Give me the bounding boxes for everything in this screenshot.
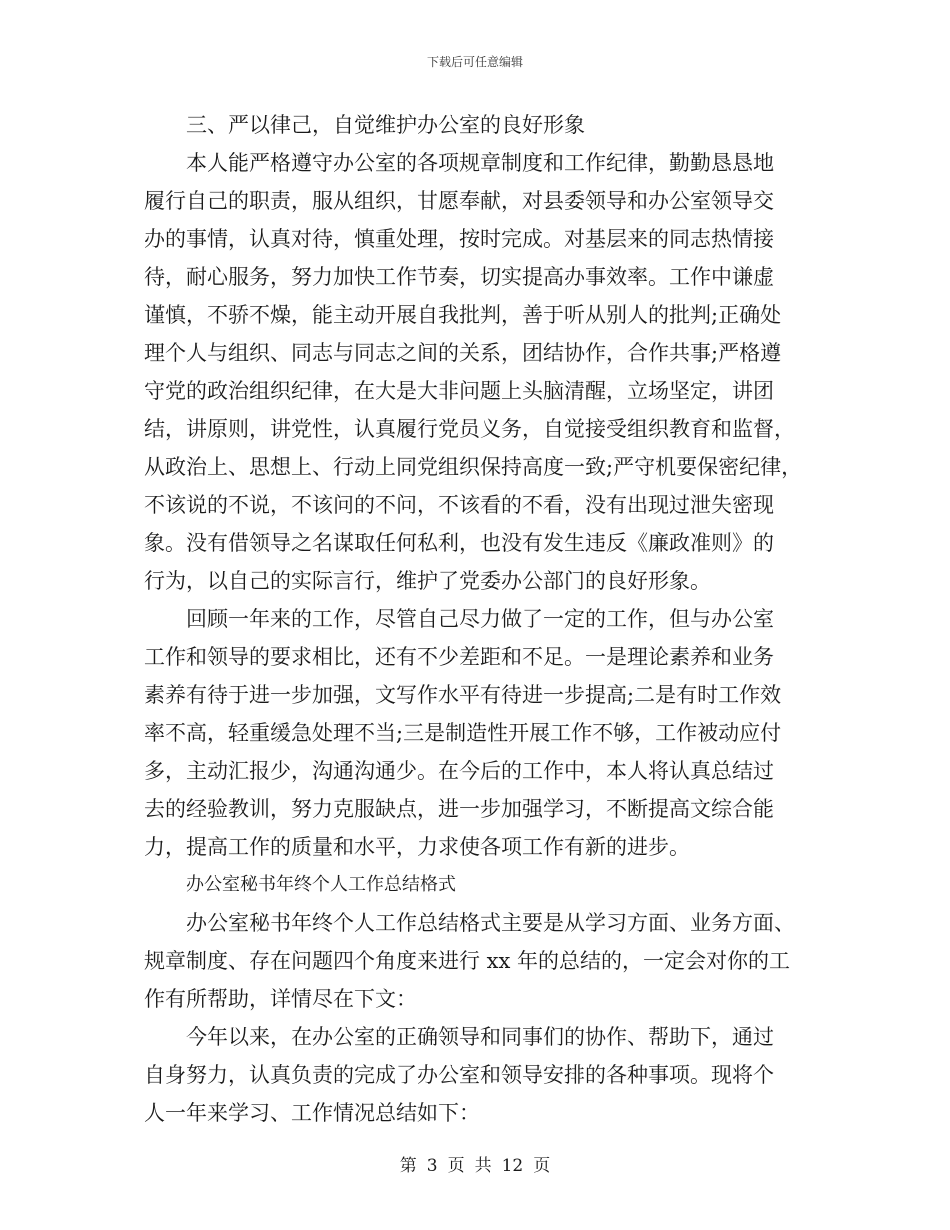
paragraph-line: 素养有待于进一步加强，文写作水平有待进一步提高;二是有时工作效 <box>144 683 782 707</box>
paragraph-line: 行为，以自己的实际言行，维护了党委办公部门的良好形象。 <box>144 569 711 593</box>
paragraph-line: 去的经验教训，努力克服缺点，进一步加强学习，不断提高文综合能 <box>144 797 774 821</box>
paragraph-line: 办公室秘书年终个人工作总结格式主要是从学习方面、业务方面、 <box>186 911 795 935</box>
paragraph-line: 理个人与组织、同志与同志之间的关系，团结协作，合作共事;严格遵 <box>144 341 782 365</box>
paragraph-line: 谨慎，不骄不燥，能主动开展自我批判，善于听从别人的批判;正确处 <box>144 303 782 327</box>
document-body <box>144 106 816 1132</box>
paragraph-line: 工作和领导的要求相比，还有不少差距和不足。一是理论素养和业务 <box>144 645 774 669</box>
footer-total-pages: 12 <box>501 1156 524 1176</box>
paragraph-line: 办的事情，认真对待，慎重处理，按时完成。对基层来的同志热情接 <box>144 227 774 251</box>
paragraph-line: 率不高，轻重缓急处理不当;三是制造性开展工作不够，工作被动应付 <box>144 721 782 745</box>
footer-ye: 页 <box>533 1156 551 1176</box>
footer-gong: 共 <box>474 1156 492 1176</box>
article-title: 办公室秘书年终个人工作总结格式 <box>186 874 456 895</box>
paragraph-line: 自身努力，认真负责的完成了办公室和领导安排的各种事项。现将个 <box>144 1063 774 1087</box>
paragraph-line: 今年以来，在办公室的正确领导和同事们的协作、帮助下，通过 <box>186 1025 774 1049</box>
paragraph-line: 守党的政治组织纪律，在大是大非问题上头脑清醒，立场坚定，讲团 <box>144 379 774 403</box>
paragraph-line: 本人能严格遵守办公室的各项规章制度和工作纪律，勤勤恳恳地 <box>186 151 774 175</box>
paragraph-line: 履行自己的职责，服从组织，甘愿奉献，对县委领导和办公室领导交 <box>144 189 774 213</box>
paragraph-line: 力，提高工作的质量和水平，力求使各项工作有新的进步。 <box>144 835 690 859</box>
footer-di: 第 <box>399 1156 417 1176</box>
paragraph-line: 结，讲原则，讲党性，认真履行党员义务，自觉接受组织教育和监督， <box>144 417 795 441</box>
paragraph-line: 不该说的不说，不该问的不问，不该看的不看，没有出现过泄失密现 <box>144 493 774 517</box>
paragraph-line: 人一年来学习、工作情况总结如下： <box>144 1101 480 1125</box>
footer-current-page: 3 <box>426 1156 438 1176</box>
paragraph-line: 象。没有借领导之名谋取任何私利，也没有发生违反《廉政准则》的 <box>144 531 774 555</box>
paragraph-line: 作有所帮助，详情尽在下文： <box>144 987 417 1011</box>
paragraph-line: 规章制度、存在问题四个角度来进行 xx 年的总结的，一定会对你的工 <box>144 949 791 973</box>
paragraph-line: 回顾一年来的工作，尽管自己尽力做了一定的工作，但与办公室 <box>186 607 774 631</box>
page-header-note: 下载后可任意编辑 <box>426 55 523 69</box>
paragraph-line: 多，主动汇报少，沟通沟通少。在今后的工作中，本人将认真总结过 <box>144 759 774 783</box>
paragraph-line: 从政治上、思想上、行动上同党组织保持高度一致;严守机要保密纪律， <box>144 455 803 479</box>
footer-ye: 页 <box>447 1156 465 1176</box>
paragraph-line: 待，耐心服务，努力加快工作节奏，切实提高办事效率。工作中谦虚 <box>144 265 774 289</box>
section-heading: 三、严以律己，自觉维护办公室的良好形象 <box>186 113 585 137</box>
page-number-footer <box>0 1155 950 1177</box>
